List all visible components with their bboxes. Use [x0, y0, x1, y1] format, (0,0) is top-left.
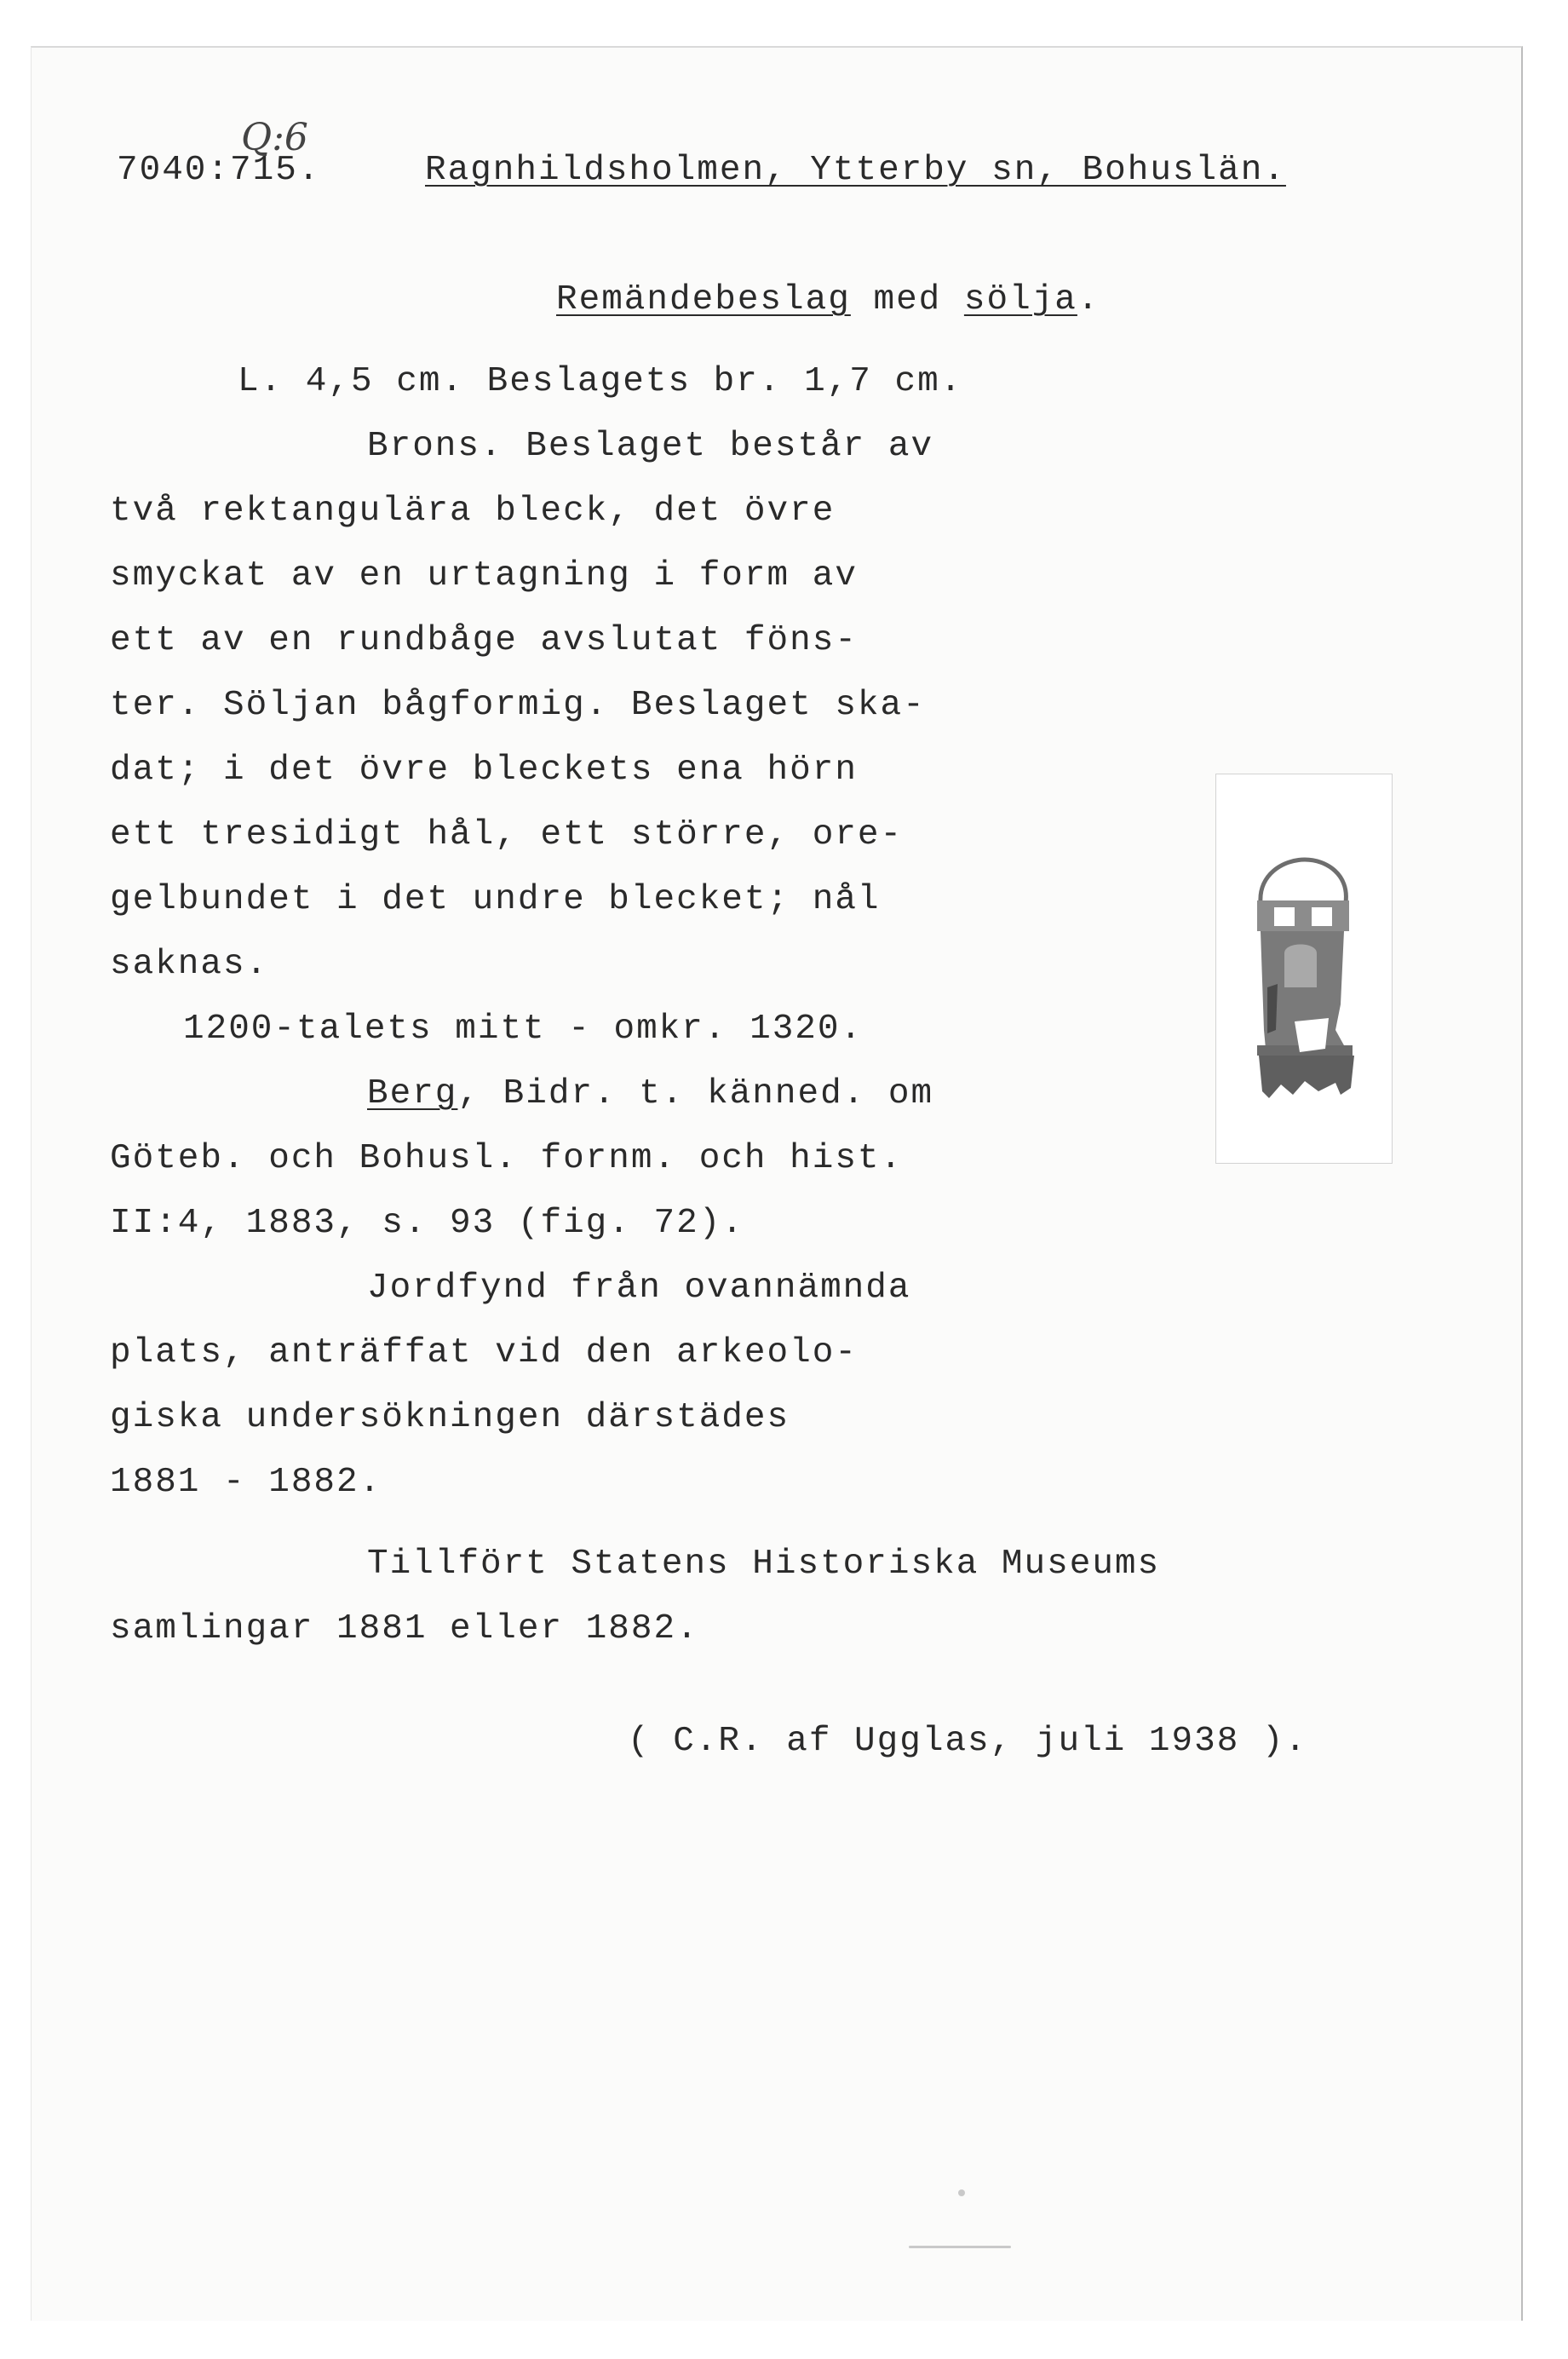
title-word-1: Remändebeslag: [556, 280, 851, 319]
description-line: ter. Söljan bågformig. Beslaget ska-: [110, 686, 926, 725]
acquisition-line: samlingar 1881 eller 1882.: [110, 1609, 699, 1648]
provenance-line: Jordfynd från ovannämnda: [367, 1269, 911, 1308]
provenance-line: giska undersökningen därstädes: [110, 1398, 790, 1437]
provenance-line: plats, anträffat vid den arkeolo-: [110, 1333, 858, 1372]
dust-streak: [909, 2246, 1011, 2248]
description-line: ett tresidigt hål, ett större, ore-: [110, 815, 904, 854]
dimensions-line: L. 4,5 cm. Beslagets br. 1,7 cm.: [238, 362, 963, 401]
title-word-2: med: [850, 280, 964, 319]
description-line: gelbundet i det undre blecket; nål: [110, 880, 881, 919]
signature-line: ( C.R. af Ugglas, juli 1938 ).: [628, 1722, 1308, 1761]
description-line: ett av en rundbåge avslutat föns-: [110, 621, 858, 660]
reference-author: Berg: [367, 1074, 458, 1113]
reference-title: , Bidr. t. känned. om: [457, 1074, 934, 1113]
dating-line: 1200-talets mitt - omkr. 1320.: [183, 1010, 864, 1049]
title-word-4: .: [1077, 280, 1100, 319]
acquisition-line: Tillfört Statens Historiska Museums: [367, 1545, 1161, 1584]
reference-line: Göteb. och Bohusl. fornm. och hist.: [110, 1139, 904, 1178]
description-line: två rektangulära bleck, det övre: [110, 492, 836, 531]
title-word-3: sölja: [963, 280, 1077, 319]
reference-line: II:4, 1883, s. 93 (fig. 72).: [110, 1204, 744, 1243]
catalog-card: [31, 46, 1523, 2321]
description-line: smyckat av en urtagning i form av: [110, 556, 858, 596]
description-line: saknas.: [110, 945, 269, 984]
description-line: dat; i det övre bleckets ena hörn: [110, 751, 858, 790]
catalog-number: 7040:715.: [117, 151, 321, 190]
dust-speck: [958, 2189, 965, 2196]
handwritten-mark: Q:6: [241, 116, 308, 159]
location-heading: Ragnhildsholmen, Ytterby sn, Bohuslän.: [425, 151, 1286, 190]
description-line: Brons. Beslaget består av: [367, 427, 934, 466]
object-title: [556, 280, 1100, 319]
reference-line: [367, 1074, 934, 1113]
belt-mount-image: [1216, 774, 1393, 1165]
provenance-line: 1881 - 1882.: [110, 1463, 382, 1502]
object-photo: [1215, 774, 1393, 1164]
